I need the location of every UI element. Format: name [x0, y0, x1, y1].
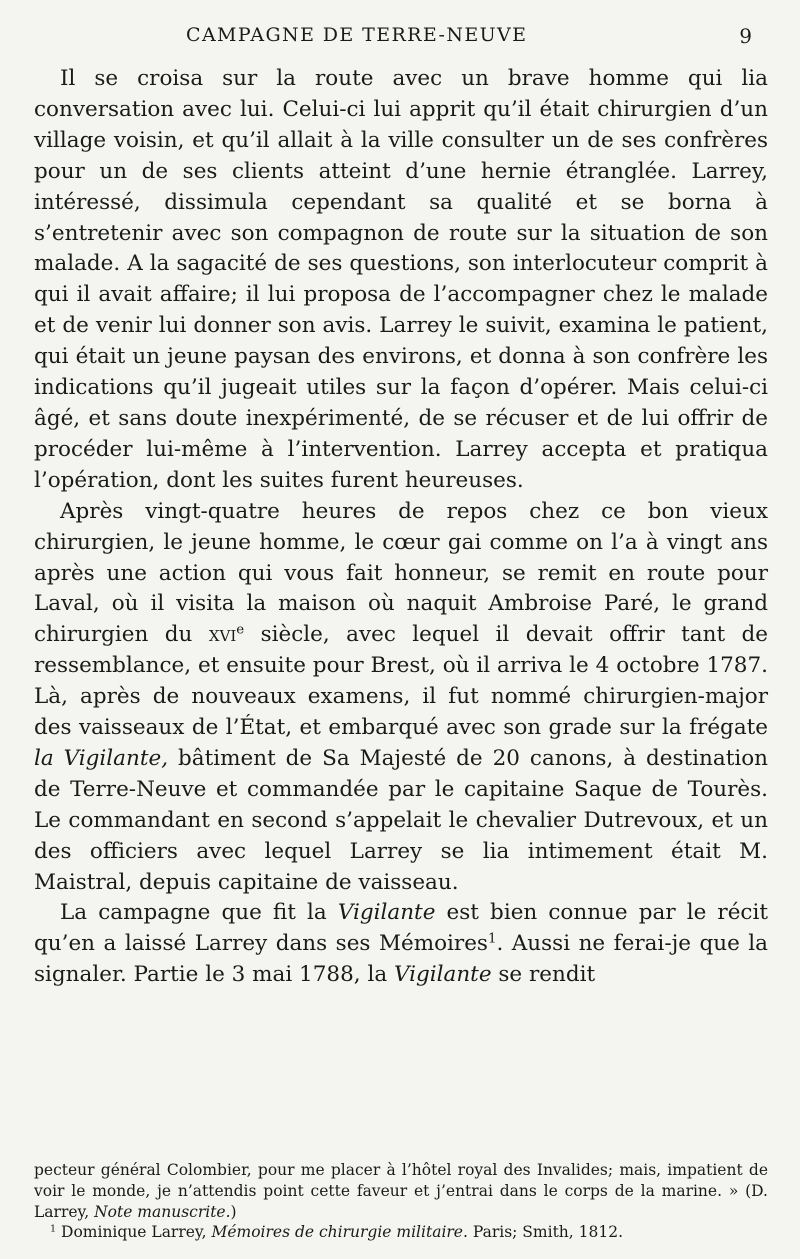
paragraph-3-text-a: La campagne que fit la — [60, 900, 338, 926]
paragraph-3-text-b: est bien connue par le récit qu’en a laissé Larrey dans ses Mémoires — [34, 900, 768, 957]
ship-name: Vigilante — [393, 962, 492, 988]
page-number: 9 — [739, 24, 752, 48]
main-text — [34, 64, 768, 991]
footnotes — [34, 1160, 768, 1243]
paragraph-3 — [34, 898, 768, 991]
footnote-1-text-b: Paris; Smith, 1812. — [467, 1223, 624, 1242]
footnote-source: Note manuscrite. — [94, 1202, 231, 1221]
footnote-continuation-text-a: pecteur général Colombier, pour me placer à l’hôtel royal des Invalides; mais, impatient de voir le monde, je n’attendis point cette faveur et j’entrai dans le corps de la marine. » (D. Larrey, — [34, 1161, 768, 1221]
paragraph-2 — [34, 497, 768, 899]
paragraph-1 — [34, 64, 768, 497]
page-header — [36, 24, 752, 54]
footnote-continuation-text-b: ) — [230, 1202, 237, 1221]
paragraph-3-text-c: . Aussi ne ferai-je que la signaler. Partie le 3 mai 1788, la — [34, 931, 768, 988]
footnote-marker: 1 — [50, 1224, 57, 1236]
footnote-continuation — [34, 1160, 768, 1222]
paragraph-2-text-b: siècle, avec lequel il devait offrir tant de ressemblance, et ensuite pour Brest, où il arriva le 4 octobre 1787. Là, après de nouveaux examens, il fut nommé chirurgien-major des vaisseaux de l’État, et embarqué avec son grade sur la frégate — [34, 622, 769, 741]
century-numeral: xvi — [208, 622, 237, 648]
footnote-1-text-a: Dominique Larrey, — [56, 1223, 212, 1242]
century-superscript: e — [236, 622, 245, 638]
paragraph-1-text: Il se croisa sur la route avec un brave homme qui lia conversation avec lui. Celui-ci lui apprit qu’il était chirurgien d’un village voisin, et qu’il allait à la ville consulter un de ses confrères pour un de ses clients atteint d’une hernie étranglée. Larrey, intéressé, dissimula cependant sa qualité et se borna à s’entretenir avec son compagnon de route sur la situation de son malade. A la sagacité de ses questions, son interlocuteur comprit à qui il avait affaire; il lui proposa de l’accompagner chez le malade et de venir lui donner son avis. Larrey le suivit, examina le patient, qui était un jeune paysan des environs, et donna à son confrère les indications qu’il jugeait utiles sur la façon d’opérer. Mais celui-ci âgé, et sans doute inexpérimenté, de se récuser et de lui offrir de procéder lui-même à l’intervention. Larrey accepta et pratiqua l’opération, dont les suites furent heureuses. — [34, 66, 768, 493]
paragraph-3-text-d: se rendit — [491, 962, 596, 988]
footnote-1 — [34, 1222, 768, 1243]
footnote-1-title: Mémoires de chirurgie militaire. — [211, 1223, 468, 1242]
paragraph-2-text-c: bâtiment de Sa Majesté de 20 canons, à destination de Terre-Neuve et commandée par le capitaine Saque de Tourès. Le commandant en second s’appelait le chevalier Dutrevoux, et un des officiers avec lequel Larrey se lia intimement était M. Maistral, depuis capitaine de vaisseau. — [34, 745, 768, 895]
ship-name: la Vigilante, — [34, 745, 169, 771]
paragraph-2-text-a: Après vingt-quatre heures de repos chez ce bon vieux chirurgien, le jeune homme, le cœur gai comme on l’a à vingt ans après une action qui vous fait honneur, se remit en route pour Laval, où il visita la maison où naquit Ambroise Paré, le grand chirurgien du — [34, 498, 768, 648]
footnote-reference: 1 — [487, 932, 497, 948]
running-title: CAMPAGNE DE TERRE-NEUVE — [186, 24, 528, 46]
ship-name: Vigilante — [337, 900, 436, 926]
